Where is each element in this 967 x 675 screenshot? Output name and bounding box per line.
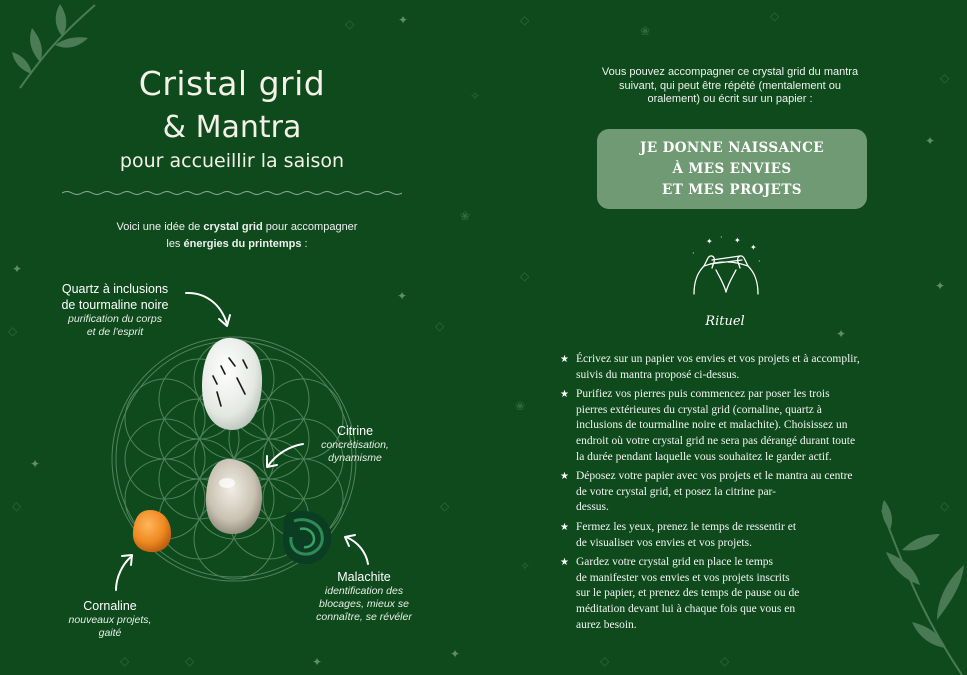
malachite-stone	[280, 507, 334, 567]
crystal-icon: ◇	[940, 71, 950, 85]
crystal-icon: ◇	[185, 654, 195, 668]
crystal-icon: ◇	[8, 324, 18, 338]
crystal-icon: ◇	[345, 17, 355, 31]
sparkle-icon: ✦	[935, 279, 946, 293]
crystal-icon: ◇	[12, 499, 22, 513]
star-icon: ★	[560, 354, 569, 365]
quartz-stone	[199, 336, 265, 432]
stone-label-quartz: Quartz à inclusions de tourmaline noire purification du corps et de l'esprit	[61, 282, 169, 338]
sparkle-icon: ✦	[312, 655, 323, 669]
sparkle-icon: ✦	[12, 262, 23, 276]
stone-label-cornaline: Cornaline nouveaux projets, gaité	[68, 599, 152, 639]
star-icon: ★	[560, 471, 569, 483]
crystal-icon: ✧	[470, 89, 481, 103]
page-title-line2: & Mantra	[162, 110, 302, 145]
crystal-icon: ✧	[520, 559, 531, 573]
arrow-icon	[183, 288, 233, 330]
hands-ritual-icon	[686, 234, 766, 304]
svg-text:·: ·	[720, 234, 723, 242]
crystal-icon: ◇	[940, 499, 950, 513]
crystal-icon: ◇	[600, 654, 610, 668]
flower-icon: ❀	[640, 24, 651, 38]
arrow-icon	[340, 532, 374, 566]
mantra-box: JE DONNE NAISSANCE À MES ENVIES ET MES PROJETS	[597, 129, 867, 209]
stone-label-malachite: Malachite identification des blocages, mieux se connaître, se révéler	[316, 570, 412, 623]
svg-text:✦: ✦	[750, 243, 757, 252]
list-item: ★ Fermez les yeux, prenez le temps de ressentir et de visualiser vos envies et vos projets.	[560, 520, 797, 549]
page-subtitle: pour accueillir la saison	[119, 150, 345, 172]
svg-text:·: ·	[692, 249, 695, 258]
ritual-steps	[560, 352, 910, 637]
arrow-icon	[108, 552, 138, 592]
flower-icon: ❀	[515, 399, 526, 413]
ritual-label: Rituel	[705, 314, 745, 329]
crystal-icon: ◇	[440, 499, 450, 513]
star-icon: ★	[560, 557, 569, 569]
crystal-icon: ◇	[720, 654, 730, 668]
citrine-stone	[203, 457, 265, 537]
intro-text: Voici une idée de crystal grid pour accompagner les énergies du printemps :	[116, 221, 358, 250]
crystal-icon: ◇	[520, 269, 530, 283]
sparkle-icon: ✦	[925, 134, 936, 148]
flower-icon: ❀	[460, 209, 471, 223]
sparkle-icon: ✦	[450, 647, 461, 661]
wavy-divider	[62, 188, 402, 198]
list-item: ★ Gardez votre crystal grid en place le temps de manifester vos envies et vos projets inscrits sur le papier, et prenez des temps de pause ou de méditation devant lui à chaque fois que vous en aurez besoin.	[560, 556, 800, 631]
crystal-icon: ◇	[435, 319, 445, 333]
cornaline-stone	[130, 508, 174, 554]
crystal-icon: ◇	[770, 9, 780, 23]
sparkle-icon: ✦	[836, 327, 847, 341]
sparkle-icon: ✦	[397, 289, 408, 303]
list-item: ★ Écrivez sur un papier vos envies et vos projets et à accomplir, suivis du mantra proposé ci-dessus.	[560, 353, 860, 381]
svg-text:✦: ✦	[706, 237, 713, 246]
star-icon: ★	[560, 521, 569, 533]
stone-label-citrine: Citrine concrétisation, dynamisme	[321, 424, 389, 464]
sparkle-icon: ✦	[30, 457, 41, 471]
crystal-icon: ◇	[520, 13, 530, 27]
sparkle-icon: ✦	[398, 13, 409, 27]
list-item: ★ Déposez votre papier avec vos projets et le mantra au centre de votre crystal grid, et posez la citrine par- dessus.	[560, 470, 853, 514]
page-title: Cristal grid	[138, 64, 326, 103]
svg-text:·: ·	[758, 257, 761, 266]
svg-text:✦: ✦	[734, 236, 741, 245]
list-item: ★ Purifiez vos pierres puis commencez par poser les trois pierres extérieures du crystal grid (cornaline, quartz à inclusions de tourmaline noire et malachite). Choisissez un endroit où votre crystal grid ne sera pas dérangé durant toute la durée pendant laquelle vous souhaitez le garder actif.	[560, 388, 856, 463]
star-icon: ★	[560, 389, 569, 401]
crystal-icon: ◇	[120, 654, 130, 668]
mantra-intro: Vous pouvez accompagner ce crystal grid du mantra suivant, qui peut être répété (mentalement ou oralement) ou écrit sur un papier :	[601, 66, 859, 105]
